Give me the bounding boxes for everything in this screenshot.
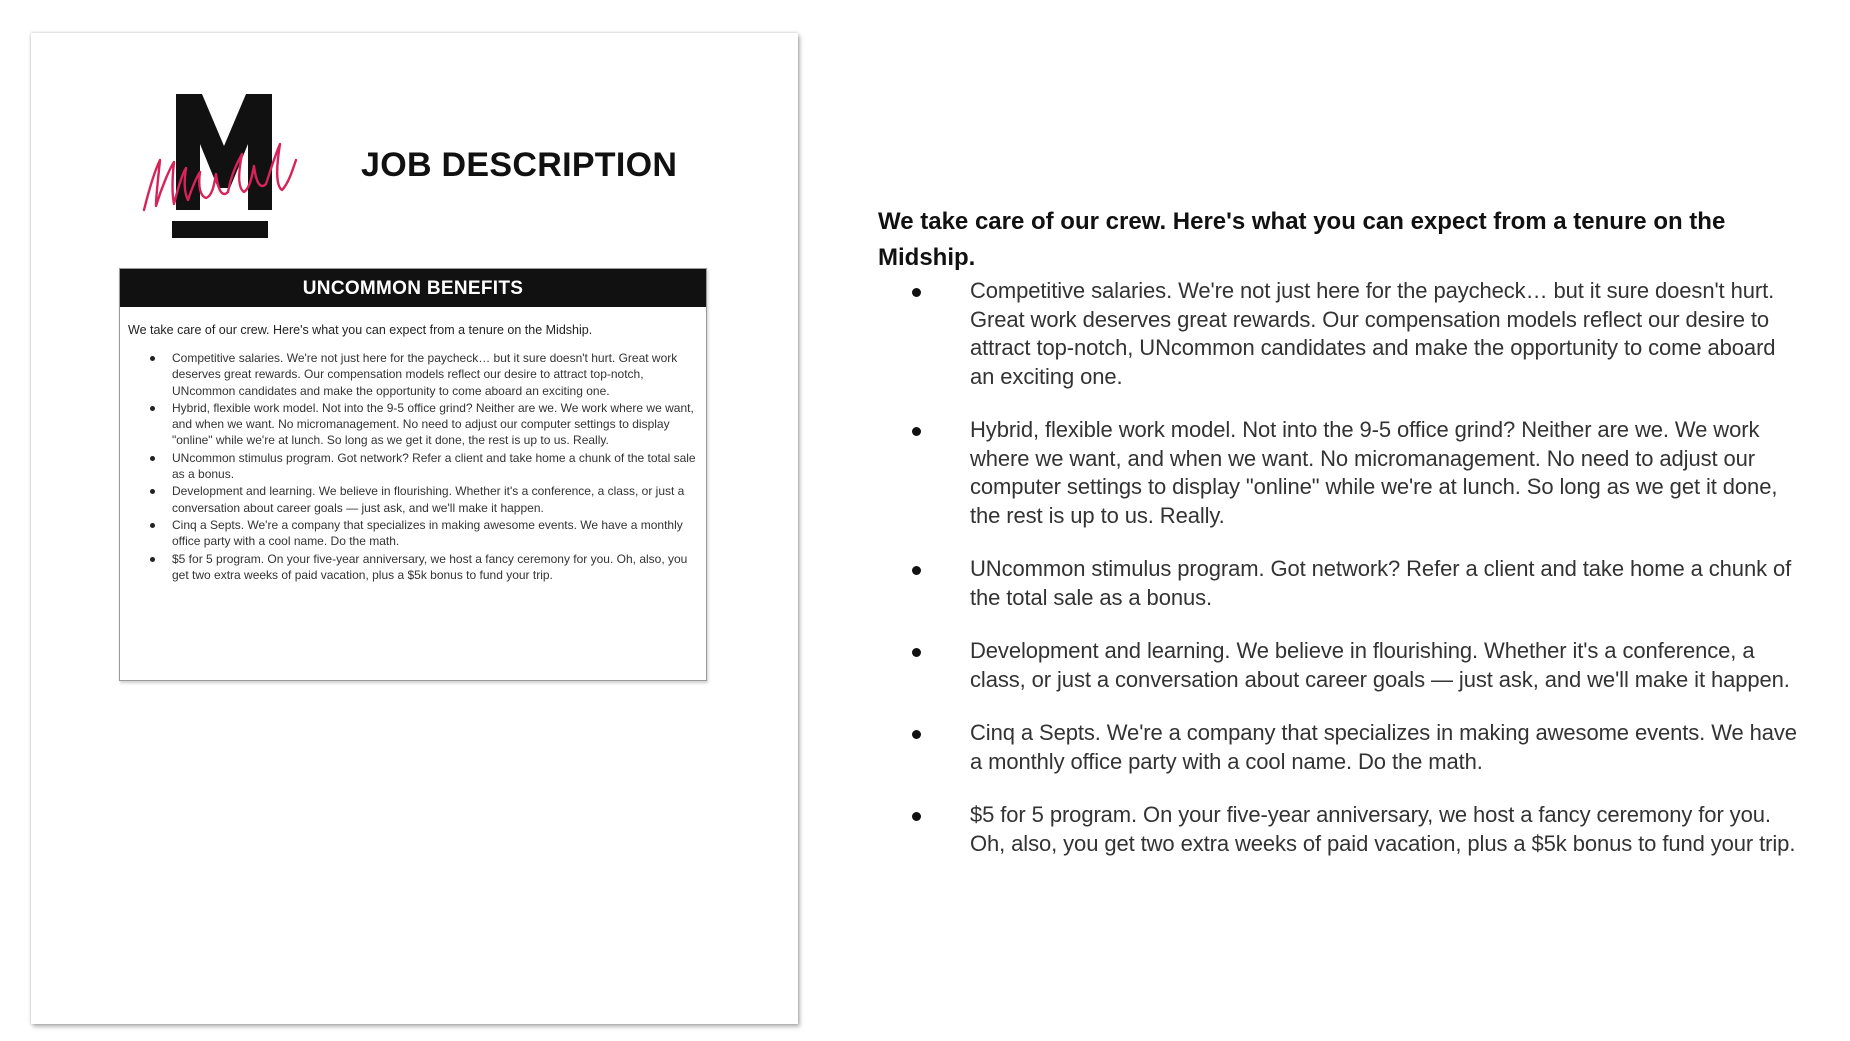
bullet-icon [150, 557, 155, 562]
enlarged-intro: We take care of our crew. Here's what you can expect from a tenure on the Midship. [878, 208, 1726, 271]
list-item: UNcommon stimulus program. Got network? Refer a client and take home a chunk of the total sale as a bonus. [878, 555, 1798, 612]
bullet-icon [150, 456, 155, 461]
list-item: Hybrid, flexible work model. Not into the 9-5 office grind? Neither are we. We work where we want, and when we want. No micromanagement. No need to adjust our computer settings to display "online" while we're at lunch. So long as we get it done, the rest is up to us. Really. [120, 400, 706, 449]
document-page [31, 33, 798, 1024]
list-item: $5 for 5 program. On your five-year anniversary, we host a fancy ceremony for you. Oh, also, you get two extra weeks of paid vacation, plus a $5k bonus to fund your trip. [120, 551, 706, 584]
bullet-icon [912, 730, 921, 739]
benefits-heading: UNCOMMON BENEFITS [120, 269, 706, 307]
list-item: UNcommon stimulus program. Got network? Refer a client and take home a chunk of the total sale as a bonus. [120, 450, 706, 483]
list-item: $5 for 5 program. On your five-year anniversary, we host a fancy ceremony for you. Oh, also, you get two extra weeks of paid vacation, plus a $5k bonus to fund your trip. [878, 801, 1798, 858]
bullet-icon [150, 489, 155, 494]
benefits-box [119, 268, 707, 681]
bullet-icon [912, 812, 921, 821]
midfield-logo [126, 88, 326, 248]
list-item: Hybrid, flexible work model. Not into the 9-5 office grind? Neither are we. We work where we want, and when we want. No micromanagement. No need to adjust our computer settings to display "online" while we're at lunch. So long as we get it done, the rest is up to us. Really. [878, 416, 1798, 530]
list-item: Development and learning. We believe in flourishing. Whether it's a conference, a class, or just a conversation about career goals — just ask, and we'll make it happen. [878, 637, 1798, 694]
bullet-icon [150, 356, 155, 361]
enlarged-benefits-list [878, 277, 1798, 858]
bullet-icon [150, 523, 155, 528]
benefits-list [120, 350, 706, 583]
bullet-icon [912, 648, 921, 657]
bullet-icon [912, 288, 921, 297]
list-item: Competitive salaries. We're not just here for the paycheck… but it sure doesn't hurt. Great work deserves great rewards. Our compensation models reflect our desire to attract top-notch, UNcommon candidates and make the opportunity to come aboard an exciting one. [120, 350, 706, 399]
list-item: Cinq a Septs. We're a company that specializes in making awesome events. We have a monthly office party with a cool name. Do the math. [120, 517, 706, 550]
doc-title: JOB DESCRIPTION [361, 146, 678, 184]
list-item: Cinq a Septs. We're a company that specializes in making awesome events. We have a monthly office party with a cool name. Do the math. [878, 719, 1798, 776]
list-item: Development and learning. We believe in flourishing. Whether it's a conference, a class, or just a conversation about career goals — just ask, and we'll make it happen. [120, 483, 706, 516]
list-item: Competitive salaries. We're not just here for the paycheck… but it sure doesn't hurt. Great work deserves great rewards. Our compensation models reflect our desire to attract top-notch, UNcommon candidates and make the opportunity to come aboard an exciting one. [878, 277, 1798, 391]
benefits-intro: We take care of our crew. Here's what you can expect from a tenure on the Midship. [128, 323, 593, 337]
bullet-icon [150, 406, 155, 411]
bullet-icon [912, 566, 921, 575]
bullet-icon [912, 427, 921, 436]
